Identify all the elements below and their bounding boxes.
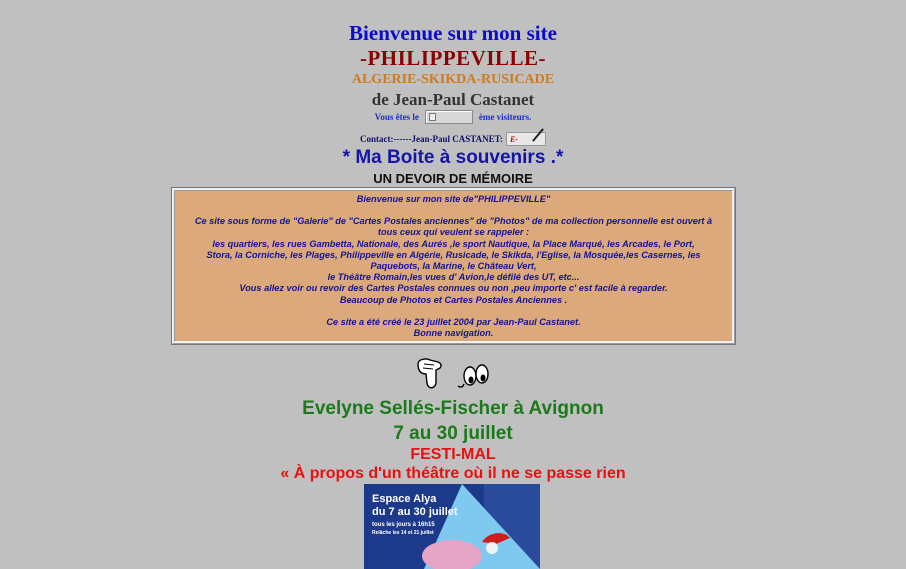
intro-line: Bonne navigation. [413,328,494,339]
intro-line: Ce site sous forme de "Galerie" de "Cartes Postales anciennes" de "Photos" de ma collection personnelle est ouvert à [194,216,713,227]
event-poster[interactable] [364,484,540,569]
region-subtitle: ALGERIE-SKIKDA-RUSICADE [351,72,555,87]
festival-name: FESTI-MAL [410,446,496,463]
intro-line: Ce site a été créé le 23 juillet 2004 par Jean-Paul Castanet. [326,316,581,327]
intro-line: Bienvenue sur mon site de"PHILIPPEVILLE" [356,194,551,204]
pointing-hand-eyes-icon [414,356,494,392]
intro-line: Stora, la Corniche, les Plages, Philippeville en Algérie, Rusicade, le Skikda, l'Eglise, la Mosquée,les Casernes, les [206,249,701,260]
intro-line: tous ceux qui veulent se rappeler : [377,227,530,238]
poster-venue: Espace Alya [372,493,437,505]
intro-line: Paquebots, la Marine, le Château Vert, [370,261,537,272]
city-title: -PHILIPPEVILLE- [359,46,547,70]
contact-line [0,132,906,146]
poster-dates: du 7 au 30 juillet [372,506,458,518]
intro-line: le Théâtre Romain,les vues d' Avion,le défilé des UT, etc... [327,272,580,283]
poster-rest: Relâche les 14 et 21 juillet [372,530,434,536]
author-line: de Jean-Paul Castanet [371,90,535,109]
tagline: * Ma Boite à souvenirs .* [342,147,564,168]
event-dates: 7 au 30 juillet [393,423,513,444]
play-title: « À propos d'un théâtre où il ne se passe rien [280,465,626,482]
welcome-title: Bienvenue sur mon site [349,21,557,45]
visitor-counter-image [425,110,473,124]
visitor-suffix: ème visiteurs. [478,112,532,122]
poster-times: tous les jours à 16h15 [372,522,435,528]
email-pen-icon[interactable]: E- [506,132,546,146]
intro-line: Beaucoup de Photos et Cartes Postales Anciennes . [339,294,568,305]
intro-line: Vous allez voir ou revoir des Cartes Postales connues ou non ,peu importe c' est facile à regarder. [239,283,668,294]
intro-line: les quartiers, les rues Gambetta, Nationale, des Aurés ,le sport Nautique, la Place Marqué, les Arcades, le Port, [212,238,695,249]
contact-label: Contact:------Jean-Paul CASTANET: [360,134,503,144]
visitor-prefix: Vous êtes le [374,112,419,122]
memory-heading: UN DEVOIR DE MÉMOIRE [373,171,533,186]
event-title: Evelyne Sellés-Fischer à Avignon [302,398,604,419]
visitor-counter-line [0,110,906,124]
intro-box [172,188,735,344]
